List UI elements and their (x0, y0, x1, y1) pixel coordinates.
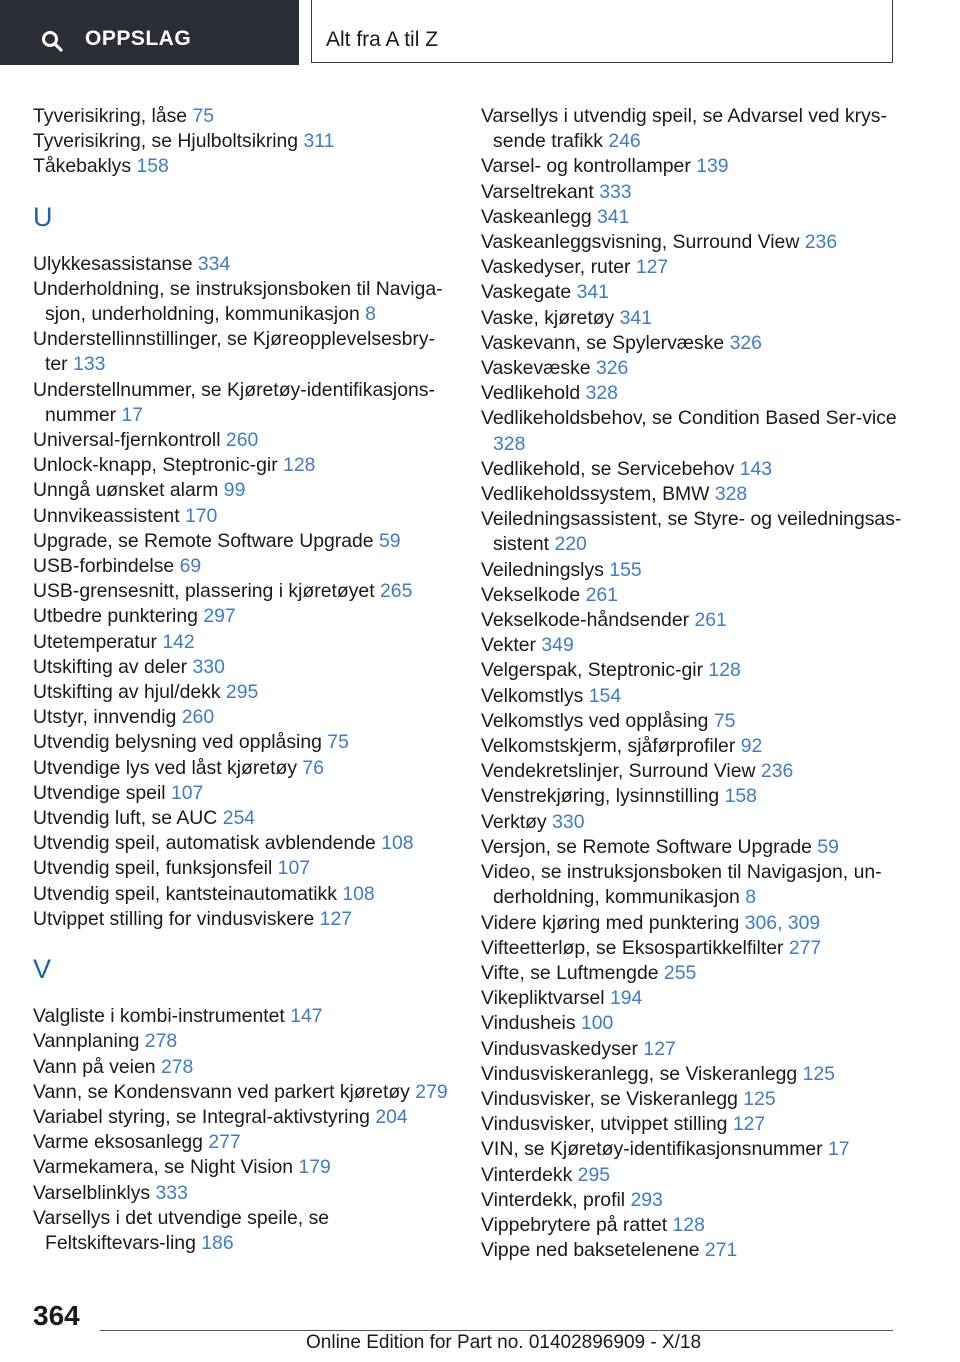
index-entry-page-link[interactable]: 108 (342, 882, 375, 905)
index-entry-page-link[interactable]: 328 (585, 382, 618, 405)
index-entry-term: USB-grensesnitt, plassering i kjøretøyet (33, 580, 375, 603)
index-entry (481, 784, 911, 809)
tab-oppslag[interactable] (0, 0, 299, 65)
index-entry-term: Varmekamera, se Night Vision (33, 1156, 294, 1179)
index-entry (481, 1011, 911, 1036)
index-entry-page-link[interactable]: 260 (225, 429, 259, 452)
index-entry-page-link[interactable]: 261 (694, 609, 727, 632)
index-entry (33, 529, 453, 554)
index-entry-term: Velgerspak, Steptronic-gir (481, 659, 704, 682)
index-entry-term: Tåkebaklys (33, 155, 132, 178)
index-entry (481, 658, 911, 683)
index-entry-page-link[interactable]: 293 (630, 1188, 663, 1211)
index-entry-term: Vedlikehold, se Servicebehov (481, 457, 735, 480)
index-entry (33, 1055, 453, 1080)
index-entry-term: Varsellys i utvendig speil, se Advarsel ved krys-sende trafikk (481, 105, 887, 153)
index-entry-page-link[interactable]: 204 (375, 1105, 408, 1128)
search-icon (41, 30, 63, 52)
index-entry-term: Vinterdekk, profil (481, 1188, 626, 1211)
index-entry (33, 478, 453, 503)
index-entry-page-link[interactable]: 139 (696, 155, 729, 178)
index-entry (481, 154, 911, 179)
header (0, 0, 960, 66)
index-letter-heading: U (33, 201, 53, 232)
index-entry-page-link[interactable]: 341 (576, 281, 609, 304)
index-entry-page-link[interactable]: 143 (739, 457, 773, 480)
index-entry-term: Velkomstlys ved opplåsing (481, 709, 709, 732)
index-entry-page-link[interactable]: 349 (541, 634, 574, 657)
index-entry (481, 280, 911, 305)
index-entry (481, 911, 911, 936)
index-entry (33, 705, 453, 730)
index-entry (481, 1112, 911, 1137)
index-entry-term: Video, se instruksjonsboken til Navigasjon, un-derholdning, kommunikasjon (481, 861, 882, 909)
index-entry-term: Variabel styring, se Integral-aktivstyring (33, 1105, 370, 1128)
index-entry (481, 734, 911, 759)
index-entry-term: Vaskevann, se Spylervæske (481, 331, 725, 354)
index-entry (481, 986, 911, 1011)
index-entry-term: Versjon, se Remote Software Upgrade (481, 835, 812, 858)
index-entry (481, 684, 911, 709)
index-entry-page-link[interactable]: 127 (643, 1037, 676, 1060)
index-entry-term: Vann, se Kondensvann ved parkert kjøretøy (33, 1080, 410, 1103)
index-entry-page-link[interactable]: 333 (599, 180, 632, 203)
index-entry-page-link[interactable]: 125 (743, 1087, 776, 1110)
index-entry (481, 482, 911, 507)
index-entry-term: Varseltrekant (481, 180, 594, 203)
index-entry-page-link[interactable]: 255 (663, 961, 697, 984)
index-entry-page-link[interactable]: 142 (162, 630, 195, 653)
index-entry-term: Vifte, se Luftmengde (481, 961, 659, 984)
index-entry-term: Utvendig speil, funksjonsfeil (33, 857, 273, 880)
index-entry-page-link[interactable]: 75 (192, 105, 215, 127)
index-entry-page-link[interactable]: 341 (619, 306, 652, 329)
index-entry (481, 406, 911, 456)
index-entry-page-link[interactable]: 328 (493, 432, 526, 455)
index-entry-term: Utvendig speil, automatisk avblendende (33, 832, 376, 855)
index-entry (33, 882, 453, 907)
index-entry (481, 860, 911, 910)
index-entry-term: Utskifting av deler (33, 655, 188, 678)
index-entry-term: Vinterdekk (481, 1163, 573, 1186)
index-entry-term: VIN, se Kjøretøy-identifikasjonsnummer (481, 1138, 823, 1161)
index-entry-page-link[interactable]: 326 (595, 357, 629, 380)
index-entry-term: Tyverisikring, låse (33, 105, 188, 127)
index-entry-term: Vaskevæske (481, 357, 591, 380)
index-entry (481, 608, 911, 633)
index-entry-term: Vannplaning (33, 1030, 140, 1053)
index-entry-term: Unlock-knapp, Steptronic-gir (33, 454, 278, 477)
index-entry-page-link[interactable]: 236 (760, 760, 794, 783)
index-entry-term: Velkomstlys (481, 684, 584, 707)
index-entry-page-link[interactable]: 100 (580, 1012, 614, 1035)
index-entry-term: Veiledningsassistent, se Styre- og veiledningsas-sistent (481, 508, 902, 556)
index-entry-term: Utvendig speil, kantsteinautomatikk (33, 882, 337, 905)
index-entry (481, 1238, 911, 1263)
index-entry (481, 1087, 911, 1112)
index-entry (481, 835, 911, 860)
index-entry-page-link[interactable]: 260 (181, 706, 215, 729)
page-number: 364 (33, 1300, 80, 1331)
index-entry-term: Vaskedyser, ruter (481, 256, 631, 279)
index-entry-page-link[interactable]: 277 (788, 936, 822, 959)
tab-oppslag-label: OPPSLAG (85, 27, 192, 50)
index-column-right (481, 104, 911, 1263)
index-entry-page-link[interactable]: 8 (745, 886, 757, 909)
index-entry (481, 331, 911, 356)
index-entry-term: Vippe ned baksetelenene (481, 1239, 700, 1262)
index-entry-term: Vaskeanleggsvisning, Surround View (481, 231, 800, 254)
index-entry-term: Utskifting av hjul/dekk (33, 681, 221, 704)
index-entry (33, 554, 453, 579)
index-entry (481, 1188, 911, 1213)
index-entry-page-link[interactable]: 155 (609, 558, 642, 581)
index-entry (33, 327, 453, 377)
index-entry-page-link[interactable]: 17 (827, 1138, 850, 1161)
index-entry-page-link[interactable]: 326 (729, 331, 762, 354)
index-entry-page-link[interactable]: 59 (817, 835, 839, 858)
index-entry (33, 252, 453, 277)
index-entry-page-link[interactable]: 186 (201, 1231, 234, 1254)
footer-divider (100, 1330, 893, 1331)
index-entry-page-link[interactable]: 99 (223, 479, 246, 502)
index-entry-term: Vindusviskeranlegg, se Viskeranlegg (481, 1062, 798, 1085)
index-entry-term: Vekter (481, 634, 536, 657)
index-entry (33, 1155, 453, 1180)
index-entry-page-link[interactable]: 128 (672, 1213, 705, 1236)
index-entry-page-link[interactable]: 261 (585, 583, 618, 606)
index-entry (33, 579, 453, 604)
index-entry-page-link[interactable]: 277 (208, 1131, 241, 1154)
index-entry (33, 453, 453, 478)
index-entry-page-link[interactable]: 333 (155, 1181, 188, 1204)
index-entry-page-link[interactable]: 125 (802, 1062, 835, 1085)
index-entry (481, 961, 911, 986)
index-entry-term: Ulykkesassistanse (33, 252, 193, 275)
index-entry-page-link[interactable]: 220 (554, 533, 587, 556)
index-entry-term: Understellinnstillinger, se Kjøreopplevelsesbry-ter (33, 328, 435, 376)
index-entry (481, 255, 911, 280)
index-entry-page-link[interactable]: 334 (197, 252, 231, 275)
index-entry-page-link[interactable]: 76 (302, 756, 324, 779)
index-entry (33, 730, 453, 755)
index-entry-term: Utvippet stilling for vindusviskere (33, 907, 315, 930)
index-entry-term: Vedlikeholdsbehov, se Condition Based Ser-vice (481, 407, 897, 430)
index-entry-term: Valgliste i kombi-instrumentet (33, 1005, 285, 1028)
index-entry-term: Utstyr, innvendig (33, 706, 177, 729)
index-entry (33, 428, 453, 453)
index-letter-heading: V (33, 954, 52, 985)
index-entry (33, 277, 453, 327)
index-entry (481, 1062, 911, 1087)
index-entry (33, 504, 453, 529)
index-entry-page-link[interactable]: 17 (121, 403, 144, 426)
index-entry-term: Utetemperatur (33, 630, 157, 653)
index-entry-page-link[interactable]: 330 (192, 655, 225, 678)
index-entry-page-link[interactable]: 107 (170, 781, 204, 804)
index-entry-page-link[interactable]: 59 (379, 529, 401, 552)
index-entry-term: Utbedre punktering (33, 605, 198, 628)
index-entry-term: Venstrekjøring, lysinnstilling (481, 785, 720, 808)
index-entry (33, 1181, 453, 1206)
index-entry-term: Vindusheis (481, 1012, 576, 1035)
index-entry-page-link[interactable]: 127 (635, 256, 669, 279)
index-entry (33, 831, 453, 856)
index-entry-page-link[interactable]: 92 (740, 735, 763, 758)
index-entry (33, 655, 453, 680)
index-entry-term: Utvendige lys ved låst kjøretøy (33, 756, 298, 779)
index-entry-page-link[interactable]: 69 (179, 555, 202, 578)
index-entry-term: Vindusvisker, utvippet stilling (481, 1113, 728, 1136)
index-column-left (33, 104, 453, 1256)
index-entry-term: Varsel- og kontrollamper (481, 155, 691, 178)
index-entry-term: Utvendig luft, se AUC (33, 807, 218, 830)
index-entry-term: Velkomstskjerm, sjåførprofiler (481, 735, 736, 758)
index-entry-term: Vekselkode (481, 583, 581, 606)
index-entry-page-link[interactable]: 158 (136, 155, 169, 178)
index-entry (481, 230, 911, 255)
index-entry-page-link[interactable]: 295 (225, 681, 259, 704)
index-entry (481, 356, 911, 381)
index-entry-page-link[interactable]: 330 (552, 810, 585, 833)
index-entry-term: Vaskeanlegg (481, 205, 592, 228)
index-entry-term: Vaskegate (481, 281, 572, 304)
index-entry-page-link[interactable]: 75 (713, 709, 736, 732)
index-entry (481, 558, 911, 583)
index-entry-page-link[interactable]: 279 (415, 1080, 448, 1103)
index-entry (481, 381, 911, 406)
index-entry (33, 781, 453, 806)
index-entry (481, 1137, 911, 1162)
index-entry (33, 1105, 453, 1130)
index-entry-term: Understellnummer, se Kjøretøy-identifikasjons-nummer (33, 378, 435, 426)
index-entry-term: Varsellys i det utvendige speile, se Feltskiftevars-ling (33, 1206, 330, 1254)
index-entry-page-link[interactable]: 236 (804, 231, 838, 254)
index-entry-term: Utvendige speil (33, 781, 166, 804)
index-entry-term: Vedlikehold (481, 382, 581, 405)
index-entry-page-link[interactable]: 127 (319, 907, 353, 930)
index-entry-page-link[interactable]: 133 (73, 353, 106, 376)
index-entry-page-link[interactable]: 265 (380, 580, 413, 603)
index-entry (33, 129, 453, 154)
index-entry-term: Videre kjøring med punktering (481, 911, 740, 934)
index-entry-term: Utvendig belysning ved opplåsing (33, 731, 322, 754)
index-entry (481, 936, 911, 961)
index-entry-term: Vedlikeholdssystem, BMW (481, 483, 710, 506)
index-entry-term: Vikepliktvarsel (481, 987, 605, 1010)
index-entry-page-link[interactable]: 278 (160, 1055, 194, 1078)
index-entry-term: USB-forbindelse (33, 555, 175, 578)
index-entry-term: Unnvikeassistent (33, 504, 180, 527)
index-entry-page-link[interactable]: 297 (203, 605, 236, 628)
index-entry (481, 1163, 911, 1188)
index-entry (33, 604, 453, 629)
index-entry (481, 709, 911, 734)
index-entry (33, 907, 453, 932)
index-entry-page-link[interactable]: 311 (303, 130, 335, 153)
index-entry (33, 806, 453, 831)
index-entry-page-link[interactable]: 194 (609, 987, 643, 1010)
index-entry-term: Underholdning, se instruksjonsboken til Naviga-sjon, underholdning, kommunikasjon (33, 277, 443, 326)
index-entry (33, 1130, 453, 1155)
index-entry-page-link[interactable]: 170 (184, 504, 218, 527)
index-entry-page-link[interactable]: 8 (365, 303, 376, 326)
index-entry (481, 104, 911, 154)
index-entry (33, 856, 453, 881)
index-entry (33, 1004, 453, 1029)
index-entry-page-link[interactable]: 107 (277, 857, 311, 880)
index-entry-term: Vendekretslinjer, Surround View (481, 760, 756, 783)
index-entry-term: Vaske, kjøretøy (481, 306, 615, 329)
index-entry (33, 1029, 453, 1054)
index-entry (33, 1206, 453, 1256)
tab-alt-fra-a-til-z-label: Alt fra A til Z (326, 28, 439, 51)
index-entry-page-link[interactable]: 306, 309 (744, 911, 821, 934)
index-entry-page-link[interactable]: 128 (708, 659, 741, 682)
index-entry-term: Vippebrytere på rattet (481, 1213, 668, 1236)
index-entry (481, 759, 911, 784)
index-entry-term: Vifteetterløp, se Eksospartikkelfilter (481, 936, 784, 959)
index-entry-term: Varme eksosanlegg (33, 1131, 203, 1154)
index-entry-term: Verktøy (481, 810, 547, 833)
index-entry-page-link[interactable]: 295 (577, 1163, 611, 1186)
index-entry-term: Upgrade, se Remote Software Upgrade (33, 529, 374, 552)
index-entry-term: Vann på veien (33, 1055, 156, 1078)
index-entry-term: Veiledningslys (481, 558, 604, 581)
index-entry (33, 1080, 453, 1105)
index-entry-page-link[interactable]: 158 (724, 785, 757, 808)
index-entry-term: Vindusvisker, se Viskeranlegg (481, 1087, 738, 1110)
index-entry (481, 205, 911, 230)
index-entry (33, 630, 453, 655)
index-entry-page-link[interactable]: 75 (327, 731, 349, 754)
index-entry (481, 633, 911, 658)
index-entry-page-link[interactable]: 128 (283, 454, 316, 477)
index-entry (481, 306, 911, 331)
index-entry-page-link[interactable]: 246 (608, 130, 641, 153)
index-entry (481, 583, 911, 608)
index-entry (481, 1037, 911, 1062)
index-entry-page-link[interactable]: 341 (597, 205, 630, 228)
index-entry-term: Vekselkode-håndsender (481, 609, 690, 632)
index-entry-term: Varselblinklys (33, 1181, 151, 1204)
footer-edition: Online Edition for Part no. 01402896909 - X/18 (306, 1332, 702, 1353)
index-entry (33, 378, 453, 428)
index-entry-term: Vindusvaskedyser (481, 1037, 639, 1060)
index-entry (33, 756, 453, 781)
index-entry-page-link[interactable]: 254 (222, 807, 256, 830)
index-entry-page-link[interactable]: 328 (714, 483, 748, 506)
index-entry-term: Tyverisikring, se Hjulboltsikring (33, 130, 299, 153)
index-entry (481, 507, 911, 557)
index-entry-page-link[interactable]: 278 (144, 1030, 178, 1053)
index-entry (481, 457, 911, 482)
index-entry (33, 154, 453, 179)
index-entry (481, 810, 911, 835)
index-entry-term: Unngå uønsket alarm (33, 479, 219, 502)
tab-alt-fra-a-til-z[interactable] (311, 0, 893, 63)
index-entry-page-link[interactable]: 147 (290, 1005, 323, 1028)
index-entry-page-link[interactable]: 271 (704, 1239, 738, 1262)
index-entry-page-link[interactable]: 179 (298, 1156, 331, 1179)
index-entry-page-link[interactable]: 154 (588, 684, 622, 707)
index-entry-page-link[interactable]: 127 (732, 1113, 766, 1136)
index-entry (33, 680, 453, 705)
index-entry (33, 104, 453, 129)
index-entry-page-link[interactable]: 108 (381, 832, 414, 855)
index-entry-term: Universal-fjernkontroll (33, 429, 221, 452)
index-entry (481, 1213, 911, 1238)
index-entry (481, 180, 911, 205)
